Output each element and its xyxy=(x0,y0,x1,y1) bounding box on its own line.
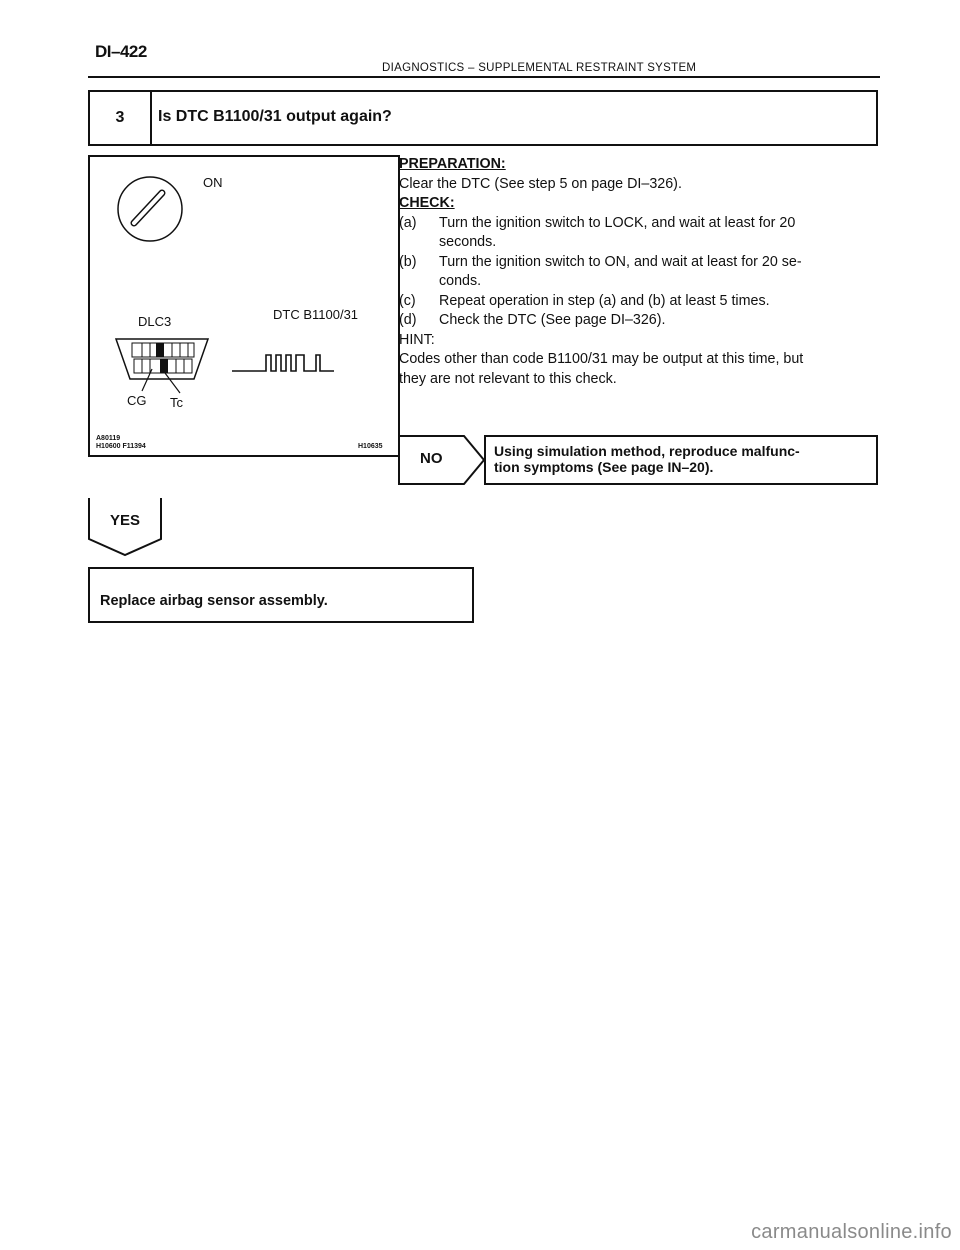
check-item-a xyxy=(399,214,881,253)
check-item-c xyxy=(399,292,881,312)
ignition-on-label: ON xyxy=(203,175,223,190)
footer-watermark: carmanualsonline.info xyxy=(751,1221,952,1243)
tc-terminal-label: Tc xyxy=(170,395,183,410)
diagnostic-diagram xyxy=(88,155,400,457)
step-title: Is DTC B1100/31 output again? xyxy=(158,108,392,125)
check-item-d xyxy=(399,311,881,331)
hint-text: Codes other than code B1100/31 may be output at this time, but xyxy=(399,351,804,367)
diagram-graphics xyxy=(90,157,398,455)
no-action-text: Using simulation method, reproduce malfunc- xyxy=(494,443,800,459)
section-title: DIAGNOSTICS – SUPPLEMENTAL RESTRAINT SYSTEM xyxy=(382,62,697,74)
check-item-text: Turn the ignition switch to ON, and wait at least for 20 se- xyxy=(439,253,802,270)
result-text: Replace airbag sensor assembly. xyxy=(100,593,328,609)
hint-heading: HINT: xyxy=(399,331,435,348)
check-item-text: Repeat operation in step (a) and (b) at least 5 times. xyxy=(439,292,770,309)
check-item-tag: (d) xyxy=(399,312,417,328)
dlc3-label: DLC3 xyxy=(138,314,172,329)
cg-terminal-label: CG xyxy=(127,393,147,408)
check-item-tag: (c) xyxy=(399,292,416,309)
no-action-text: tion symptoms (See page IN–20). xyxy=(494,459,714,475)
dlc3-connector-icon xyxy=(116,339,208,393)
page-number: DI–422 xyxy=(95,42,147,61)
check-item-tag: (b) xyxy=(399,253,417,270)
check-item-text: Check the DTC (See page DI–326). xyxy=(439,312,666,328)
dtc-pulse-waveform xyxy=(232,355,334,371)
step-header-box xyxy=(88,90,878,146)
preparation-heading: PREPARATION: xyxy=(399,156,506,172)
check-item-text: seconds. xyxy=(439,234,497,250)
check-item-text: conds. xyxy=(439,273,482,289)
no-action-box xyxy=(484,435,878,485)
check-heading: CHECK: xyxy=(399,195,455,211)
check-item-tag: (a) xyxy=(399,214,417,231)
preparation-text: Clear the DTC (See step 5 on page DI–326). xyxy=(399,175,682,192)
yes-label: YES xyxy=(110,512,141,529)
figure-ref-right: H10635 xyxy=(358,443,383,450)
check-item-b xyxy=(399,253,881,292)
step-number: 3 xyxy=(90,92,152,144)
no-label: NO xyxy=(420,450,443,467)
figure-ref-left-1: A80119 xyxy=(96,435,121,442)
check-item-text: Turn the ignition switch to LOCK, and wait at least for 20 xyxy=(439,214,796,231)
no-arrow-icon xyxy=(398,435,488,485)
hint-text: they are not relevant to this check. xyxy=(399,370,617,387)
no-branch xyxy=(398,435,878,485)
result-box xyxy=(88,567,474,623)
figure-ref-left-2: H10600 F11394 xyxy=(96,443,146,450)
dtc-code-label: DTC B1100/31 xyxy=(273,307,359,322)
ignition-switch-icon xyxy=(118,177,182,241)
header-rule xyxy=(88,76,880,78)
instructions-column xyxy=(399,155,881,389)
